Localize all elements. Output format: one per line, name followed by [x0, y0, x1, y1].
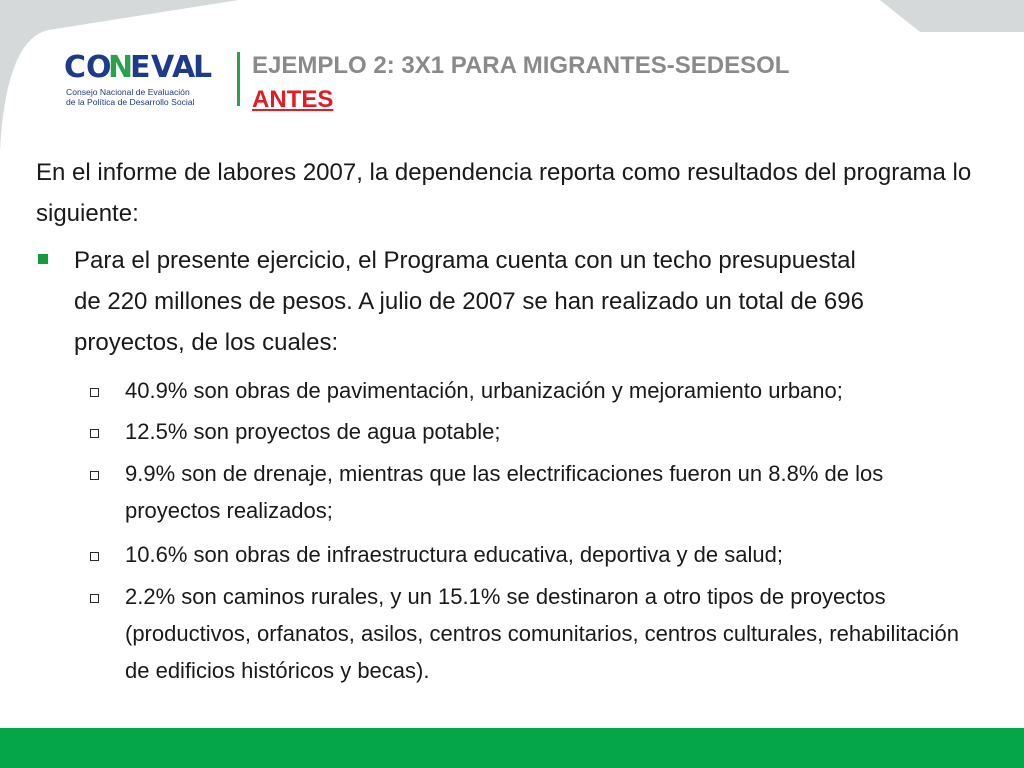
sub-bullet-text: 2.2% son caminos rurales, y un 15.1% se destinaron a otro tipos de proyectos (productivos, orfanatos, asilos, centros comunitarios, centros culturales, rehabilitación de edificios históricos y becas). [125, 584, 959, 683]
sub-bullet-text: 10.6% son obras de infraestructura educativa, deportiva y de salud; [125, 542, 783, 567]
intro-paragraph: En el informe de labores 2007, la dependencia reporta como resultados del programa lo siguiente: [36, 159, 972, 227]
logo-subtitle-line-2: de la Política de Desarrollo Social [66, 97, 195, 107]
main-bullet-text: Para el presente ejercicio, el Programa cuenta con un techo presupuestal de 220 millones de pesos. A julio de 2007 se han realizado un total de 696 proyectos, de los cuales: [74, 247, 864, 356]
sub-bullet-text: 9.9% son de drenaje, mientras que las electrificaciones fueron un 8.8% de los proyectos realizados; [125, 461, 884, 523]
slide-title: EJEMPLO 2: 3X1 PARA MIGRANTES-SEDESOL [252, 52, 790, 79]
checkbox-bullet-icon [90, 552, 99, 561]
sub-bullet-text: 40.9% son obras de pavimentación, urbanización y mejoramiento urbano; [125, 378, 843, 403]
footer-green-band [0, 728, 1024, 768]
logo-subtitle [66, 87, 226, 107]
square-bullet-icon [38, 254, 48, 264]
checkbox-bullet-icon [90, 594, 99, 603]
checkbox-bullet-icon [90, 471, 99, 480]
checkbox-bullet-icon [90, 429, 99, 438]
slide-subtitle: ANTES [252, 86, 334, 113]
sub-bullet-text: 12.5% son proyectos de agua potable; [125, 419, 501, 444]
coneval-logo: C O N E V A L Consejo Nacional de Evaluación de la Política de Desarrollo Social [64, 50, 224, 116]
title-divider [237, 52, 240, 106]
logo-subtitle-line-1: Consejo Nacional de Evaluación [66, 87, 190, 97]
checkbox-bullet-icon [90, 388, 99, 397]
